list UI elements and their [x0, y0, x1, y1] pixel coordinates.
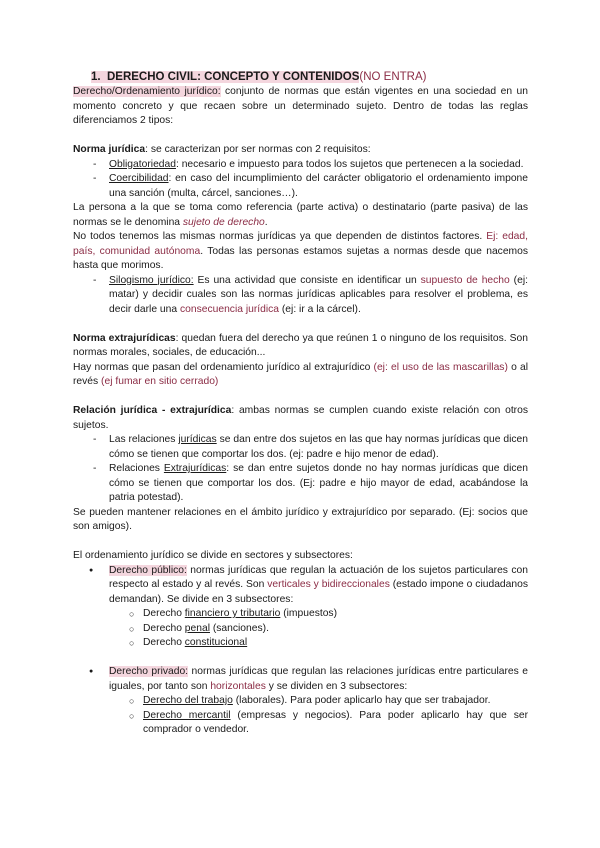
paragraph-sectores: El ordenamiento jurídico se divide en sectores y subsectores:: [73, 550, 353, 561]
term-ordenamiento: Derecho/Ordenamiento jurídico:: [73, 86, 221, 97]
list-item-silogismo: - Silogismo jurídico: Es una actividad que consiste en identificar un supuesto de hecho (ej: matar) y decidir cuales son las normas jurídicas aplicables para resolver el problema, es decir darle una consecuencia jurídica (ej: ir a la cárcel).: [73, 274, 528, 318]
example-factores: Ej: edad, país, comunidad autónoma: [73, 231, 528, 257]
section-heading: [91, 69, 528, 85]
paragraph-extrajuridica: Norma extrajurídicas: quedan fuera del derecho ya que reúnen 1 o ninguno de los requisitos. Son normas morales, sociales, de educación...: [73, 332, 528, 358]
list-item: - Obligatoriedad: necesario e impuesto para todos los sujetos que pertenecen a la sociedad.: [73, 158, 528, 173]
paragraph-ordenamiento: Derecho/Ordenamiento jurídico: conjunto de normas que están vigentes en una sociedad en un momento concreto y que recaen sobre un determinado sujeto. Dentro de todas las reglas diferenciamos 2 tipos:: [73, 86, 528, 126]
term-relacion: Relación jurídica - extrajurídica: [73, 405, 232, 416]
sub-list-item: ○ Derecho constitucional: [73, 636, 528, 651]
sub-list-item: ○ Derecho penal (sanciones).: [73, 622, 528, 637]
paragraph-persona: La persona a la que se toma como referencia (parte activa) o destinatario (parte pasiva) de las normas se le denomina sujeto de derecho.: [73, 202, 528, 228]
term-norma-juridica: Norma jurídica: [73, 144, 146, 155]
heading-note: (NO ENTRA): [359, 71, 427, 83]
list-item: - Las relaciones jurídicas se dan entre dos sujetos en las que hay normas jurídicas que dicen cómo se tienen que comportar los dos. (ej: padre e hijo menor de edad).: [73, 433, 528, 462]
bullet-derecho-publico: ● Derecho público: normas jurídicas que regulan la actuación de los sujetos particulares con respecto al estado y al revés. Son verticales y bidireccionales (estado impone o ciudadanos demandan). Se divide en 3 subsectores:: [73, 564, 528, 608]
term-extrajuridica: Norma extrajurídicas: [73, 332, 176, 344]
term-sujeto-derecho: sujeto de derecho: [182, 216, 265, 228]
paragraph-norma-juridica: Norma jurídica: se caracterizan por ser normas con 2 requisitos:: [73, 144, 371, 155]
paragraph-sujetos: No todos tenemos las mismas normas jurídicas ya que dependen de distintos factores. Ej: edad, país, comunidad autónoma. Todas las personas estamos sujetas a normas desde que nacemos hasta que morimos.: [73, 231, 528, 271]
list-item: - Relaciones Extrajurídicas: se dan entre sujetos donde no hay normas jurídicas que dicen cómo se tienen que comportar los dos. (Ej: padre e hijo mayor de edad, acabándose la patria potestad).: [73, 462, 528, 506]
paragraph-relacion-closing: Se pueden mantener relaciones en el ámbito jurídico y extrajurídico por separado. (Ej: socios que son amigos).: [73, 506, 528, 532]
sub-list-item: ○ Derecho financiero y tributario (impuestos): [73, 607, 528, 622]
list-item: - Coercibilidad: en caso del incumplimiento del carácter obligatorio el ordenamiento impone una sanción (multa, cárcel, sanciones…).: [73, 172, 528, 201]
sub-list-item: ○ Derecho del trabajo (laborales). Para poder aplicarlo hay que ser trabajador.: [73, 694, 528, 709]
document-page: [73, 69, 528, 738]
sub-list-item: ○ Derecho mercantil (empresas y negocios). Para poder aplicarlo hay que ser comprador o vendedor.: [73, 709, 528, 738]
paragraph-cambio-normas: Hay normas que pasan del ordenamiento jurídico al extrajurídico (ej: el uso de las mascarillas) o al revés (ej fumar en sitio cerrado): [73, 361, 528, 387]
paragraph-relacion: Relación jurídica - extrajurídica: ambas normas se cumplen cuando existe relación con otros sujetos.: [73, 405, 528, 431]
bullet-derecho-privado: ● Derecho privado: normas jurídicas que regulan las relaciones jurídicas entre particulares e iguales, por tanto son horizontales y se dividen en 3 subsectores:: [73, 665, 528, 694]
heading-title: DERECHO CIVIL: CONCEPTO Y CONTENIDOS: [106, 71, 360, 83]
heading-highlight: 1. DERECHO CIVIL: CONCEPTO Y CONTENIDOS: [91, 71, 360, 83]
